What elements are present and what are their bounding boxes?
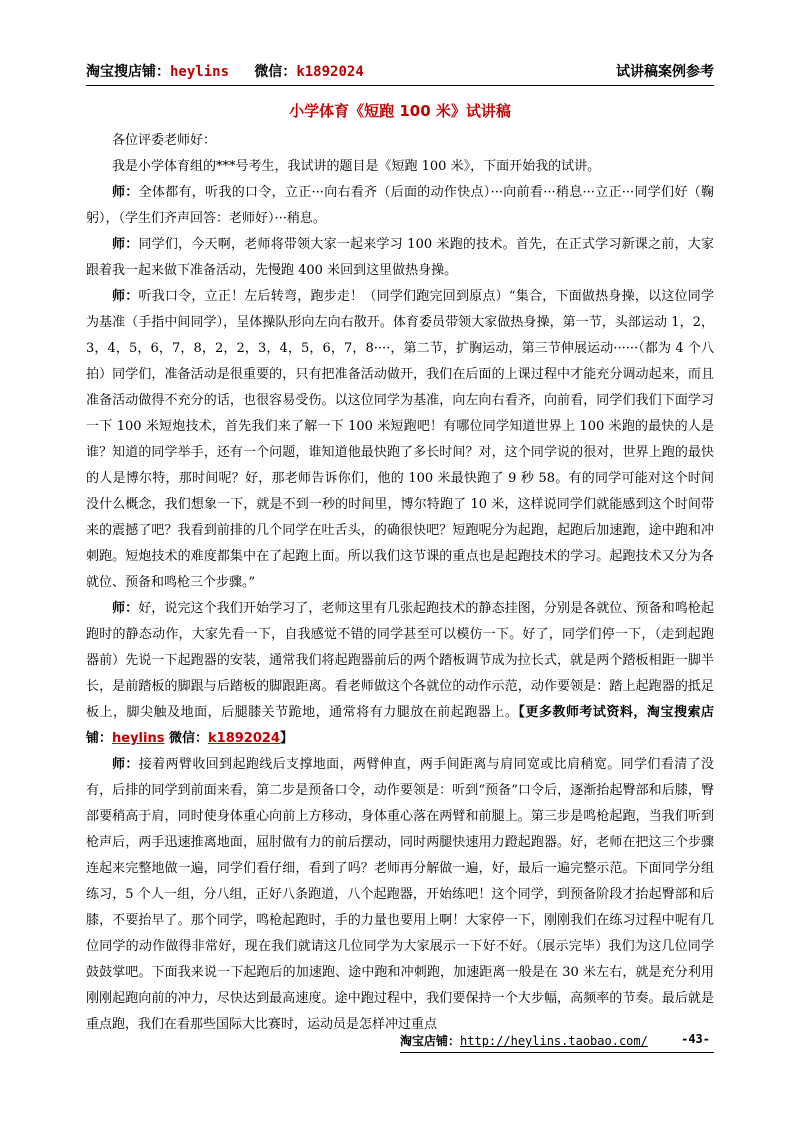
paragraph	[86, 154, 714, 180]
document-body	[86, 128, 714, 1038]
speaker-label: 师：	[112, 757, 139, 772]
header-right-text: 试讲稿案例参考	[616, 64, 714, 80]
paragraph-text: 同学们，今天啊，老师将带领大家一起来学习 100 米跑的技术。首先，在正式学习新课之前，大家跟着我一起来做下准备活动，先慢跑 400 米回到这里做热身操。	[86, 237, 714, 278]
speaker-label: 师：	[112, 237, 139, 252]
footer-url-link[interactable]: http://heylins.taobao.com/	[460, 1034, 648, 1048]
promo-shop-link[interactable]: heylins	[112, 731, 165, 746]
header-shop-info	[86, 61, 364, 81]
paragraph-text: 全体都有，听我的口令，立正···向右看齐（后面的动作快点）···向前看···稍息···立正···同学们好（鞠躬），（学生们齐声回答：老师好）···稍息。	[86, 185, 714, 226]
header-wechat-id: k1892024	[296, 64, 364, 80]
footer-shop	[400, 1032, 648, 1049]
document-title: 小学体育《短跑 100 米》试讲稿	[289, 102, 511, 120]
paragraph	[86, 284, 714, 596]
promo-open: 【更多教师考试资料，淘宝搜索店铺：	[86, 705, 714, 746]
header-shop-name: heylins	[170, 64, 230, 80]
paragraph	[86, 596, 714, 752]
paragraph-text: 听我口令，立正！左后转弯，跑步走！（同学们跑完回到原点）“集合，下面做热身操，以这位同学为基准（手指中间同学），呈体操队形向左向右散开。体育委员带领大家做热身操，第一节，头部运动 1，2，3，4，5，6，7，8，2，2，3，4，5，6，7，8····，第二节，扩胸运动，第三节伸展运动······（都为 4 个八拍）同学们，准备活动是很重要的，只有把准备活动做开，我们在后面的上课过程中才能充分调动起来，而且准备活动做得不充分的话，也很容易受伤。以这位同学为基准，向左向右看齐，向前看，同学们我们下面学习一下 100 米短炮技术，首先我们来了解一下 100 米短跑吧！有哪位同学知道世界上 100 米跑的最快的人是谁？知道的同学举手，还有一个问题，谁知道他最快跑了多长时间？对，这个同学说的很对，世界上跑的最快的人是博尔特，那时间呢？好，那老师告诉你们，他的 100 米最快跑了 9 秒 58。有的同学可能对这个时间没什么概念，我们想象一下，就是不到一秒的时间里，博尔特跑了 10 米，这样说同学们就能感到这个时间带来的震撼了吧？我看到前排的几个同学在吐舌头，的确很快吧？短跑呢分为起跑，起跑后加速跑，途中跑和冲刺跑。短炮技术的难度都集中在了起跑上面。所以我们这节课的重点也是起跑技术的学习。起跑技术又分为各就位、预备和鸣枪三个步骤。”	[86, 289, 714, 590]
promo-close: 】	[279, 731, 293, 746]
page-number: -43-	[681, 1032, 710, 1046]
paragraph	[86, 232, 714, 284]
paragraph-text: 我是小学体育组的***号考生，我试讲的题目是《短跑 100 米》，下面开始我的试讲。	[112, 159, 601, 174]
footer-label: 淘宝店铺：	[400, 1034, 461, 1048]
paragraph-text: 接着两臂收回到起跑线后支撑地面，两臂伸直，两手间距离与肩同宽或比肩稍宽。同学们看清了没有，后排的同学到前面来看，第二步是预备口令，动作要领是：听到“预备”口令后，逐渐抬起臀部和后膝，臀部要稍高于肩，同时使身体重心向前上方移动，身体重心落在两臂和前腿上。第三步是鸣枪起跑，当我们听到枪声后，两手迅速推离地面，屈肘做有力的前后摆动，同时两腿快速用力蹬起跑器。好，老师在把这三个步骤连起来完整地做一遍，同学们看仔细，看到了吗？老师再分解做一遍，好，最后一遍完整示范。下面同学分组练习，5 个人一组，分八组，正好八条跑道，八个起跑器，开始练吧！这个同学，到预备阶段才抬起臀部和后膝，不要抬早了。那个同学，鸣枪起跑时，手的力量也要用上啊！大家停一下，刚刚我们在练习过程中呢有几位同学的动作做得非常好，现在我们就请这几位同学为大家展示一下好不好。（展示完毕）我们为这几位同学鼓鼓掌吧。下面我来说一下起跑后的加速跑、途中跑和冲刺跑，加速距离一般是在 30 米左右，就是充分利用刚刚起跑向前的冲力，尽快达到最高速度。途中跑过程中，我们要保持一个大步幅，高频率的节奏。最后就是重点跑，我们在看那些国际大比赛时，运动员是怎样冲过重点	[86, 757, 714, 1032]
paragraph	[86, 128, 714, 154]
promo-wechat-link[interactable]: k1892024	[208, 731, 280, 746]
paragraph	[86, 180, 714, 232]
promo-wechat-label: 微信：	[164, 731, 208, 746]
header-shop-label: 淘宝搜店铺：	[86, 64, 170, 80]
paragraph	[86, 752, 714, 1038]
header-wechat-label: 微信：	[254, 64, 297, 80]
page-footer	[400, 1028, 714, 1053]
page-header	[86, 55, 714, 86]
speaker-label: 师：	[112, 601, 139, 616]
paragraph-text: 好，说完这个我们开始学习了，老师这里有几张起跑技术的静态挂图，分别是各就位、预备和鸣枪起跑时的静态动作，大家先看一下，自我感觉不错的同学甚至可以模仿一下。好了，同学们停一下，（走到起跑器前）先说一下起跑器的安装，通常我们将起跑器前后的两个踏板调节成为拉长式，就是两个踏板相距一脚半长，是前踏板的脚跟与后踏板的脚跟距离。看老师做这个各就位的动作示范，动作要领是：踏上起跑器的抵足板上，脚尖触及地面，后腿膝关节跪地，通常将有力腿放在前起跑器上。	[86, 601, 714, 720]
speaker-label: 师：	[112, 185, 139, 200]
speaker-label: 师：	[112, 289, 139, 304]
paragraph-text: 各位评委老师好：	[112, 133, 217, 148]
